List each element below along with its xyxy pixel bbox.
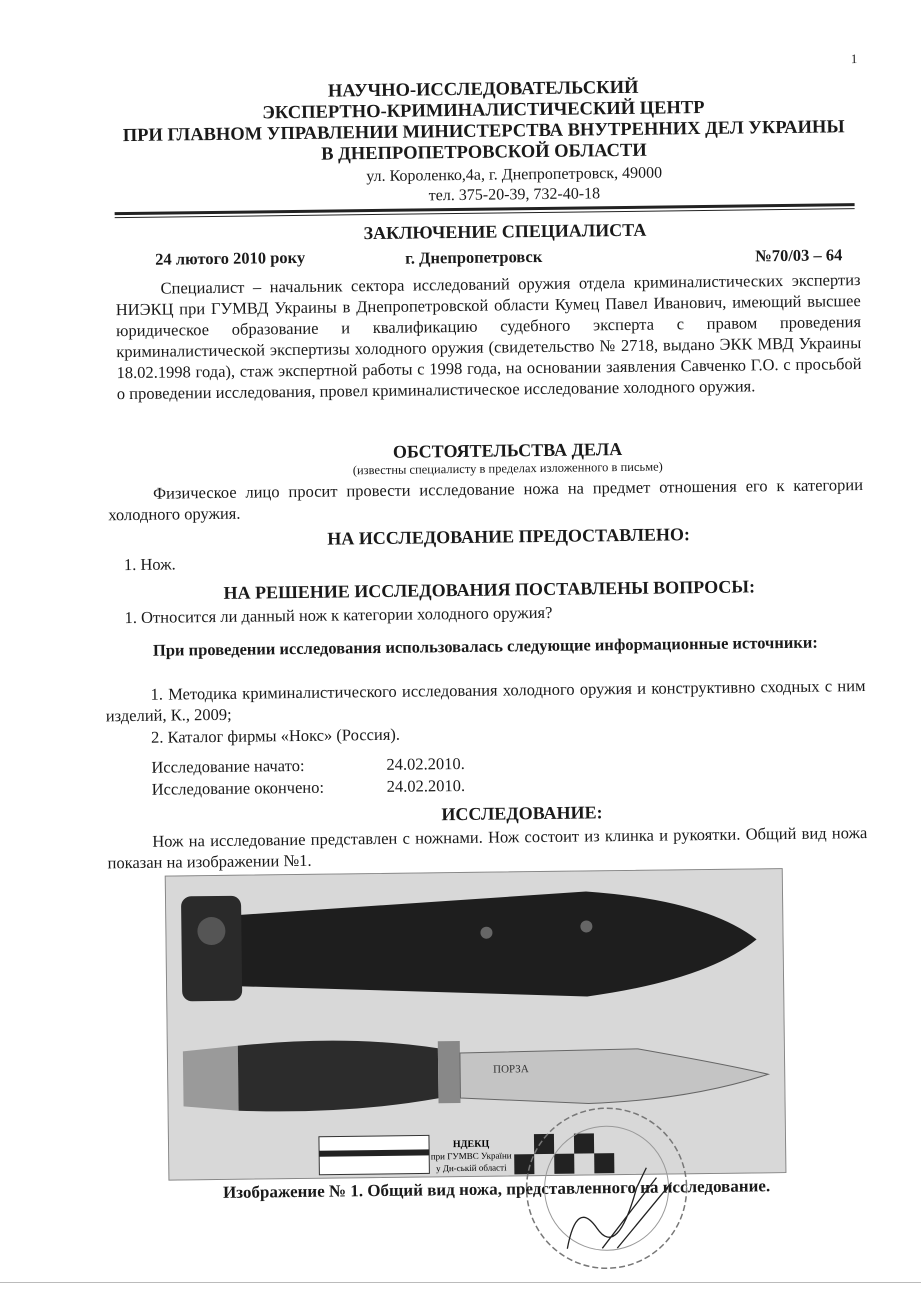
stamp-line-2: при ГУМВС України [430,1150,512,1162]
pommel-shape [183,1046,239,1112]
research-heading: ИССЛЕДОВАНИЕ: [441,802,603,825]
provided-heading: НА ИССЛЕДОВАНИЕ ПРЕДОСТАВЛЕНО: [327,524,691,549]
handle-shape [238,1039,439,1112]
blade-mark-text: ПОРЗА [493,1063,529,1076]
end-date: 24.02.2010. [386,775,466,796]
guard-shape [438,1041,461,1103]
official-stamp-signature [505,1097,707,1279]
research-text: Нож на исследование представлен с ножнами. Нож состоит из клинка и рукоятки. Общий вид ножа показан на изображении №1. [107,823,868,873]
sheath-frog [181,896,242,1002]
header-line-3: ПРИ ГЛАВНОМ УПРАВЛЕНИИ МИНИСТЕРСТВА ВНУТРЕННИХ ДЕЛ УКРАИНЫ [122,117,845,147]
document-date: 24 лютого 2010 року [155,247,306,269]
figure-caption: Изображение № 1. Общий вид ножа, представленного на исследование. [222,1176,771,1202]
scan-edge [0,1282,921,1283]
header-address: ул. Короленко,4а, г. Днепропетровск, 49000 [366,164,663,186]
header-phone: тел. 375-20-39, 732-40-18 [428,185,601,205]
end-label: Исследование окончено: [151,777,325,799]
header-line-2: ЭКСПЕРТНО-КРИМИНАЛИСТИЧЕСКИЙ ЦЕНТР [262,97,705,124]
questions-heading: НА РЕШЕНИЕ ИССЛЕДОВАНИЯ ПОСТАВЛЕНЫ ВОПРОСЫ: [223,576,756,603]
provided-item: 1. Нож. [123,554,176,575]
document-city: г. Днепропетровск [405,246,543,268]
page-number: 1 [850,51,858,67]
document-title: ЗАКЛЮЧЕНИЕ СПЕЦИАЛИСТА [363,219,647,244]
circumstances-heading: ОБСТОЯТЕЛЬСТВА ДЕЛА [392,439,623,462]
question-item: 1. Относится ли данный нож к категории холодного оружия? [124,602,553,628]
sources-heading: При проведении исследования использовалась следующие информационные источники: [152,632,818,660]
circumstances-text: Физическое лицо просит провести исследование ножа на предмет отношения его к категории холодного оружия. [108,475,864,525]
stamp-line-3: у Дн-ській області [436,1162,507,1174]
start-label: Исследование начато: [151,755,305,777]
header-line-1: НАУЧНО-ИССЛЕДОВАТЕЛЬСКИЙ [327,77,639,102]
header-line-4: В ДНЕПРОПЕТРОВСКОЙ ОБЛАСТИ [321,140,647,165]
circumstances-subheading: (известны специалисту в пределах изложенного в письме) [352,459,663,478]
stamp-line-1: НДЕКЦ [452,1138,490,1151]
source-item-2: 2. Каталог фирмы «Нокс» (Россия). [150,724,401,747]
start-date: 24.02.2010. [386,753,465,774]
source-item-1: 1. Методика криминалистического исследования холодного оружия и конструктивно сходных с ним изделий, К., 2009; [105,676,866,726]
intro-paragraph: Специалист – начальник сектора исследований оружия отдела криминалистических экспертиз НИЭКЦ при ГУМВД Украины в Днепропетровской области Кумец Павел Иванович, имеющий высшее юридическое образование и квалификацию судебного эксперта с правом проведения криминалистической экспертизы холодного оружия (свидетельство № 2718, выдано ЭКК МВД Украины 18.02.1998 года), стаж экспертной работы с 1998 года, на основании заявления Савченко Г.О. с просьбой о проведении исследования, провел криминалистическое исследование холодного оружия. [115,270,862,404]
document-number: №70/03 – 64 [755,245,843,266]
